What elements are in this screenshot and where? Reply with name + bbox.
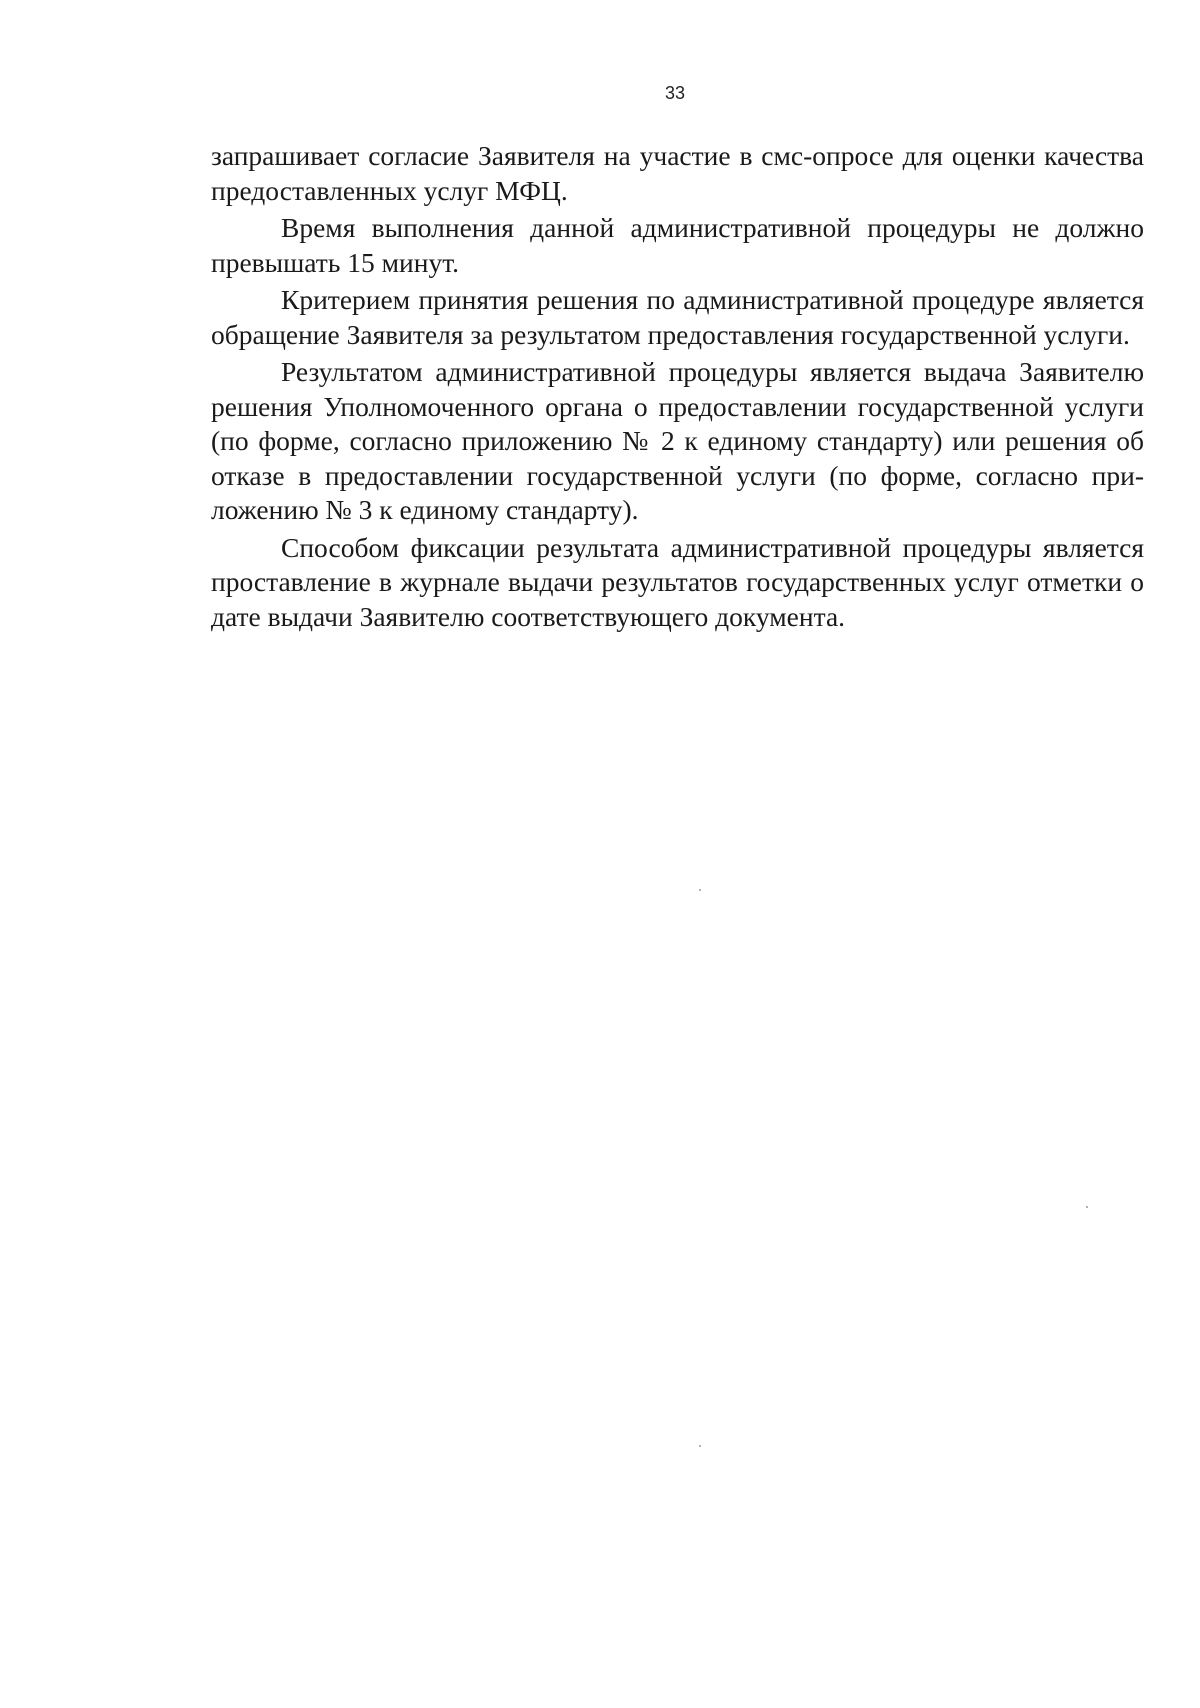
document-body (211, 139, 1144, 637)
paragraph-procedure-result: Результатом административной процедуры является выдача Заявителю решения Уполномоченного органа о предоставлении государственной услуги (по форме, согласно приложению № 2 к единому стандарту) или решения об отказе в предоставлении государственной услуги (по форме, согласно приложению № 3 к единому стандарту). (211, 356, 1144, 525)
paragraph-result-recording: Способом фиксации результата административной процедуры является проставление в журнале выдачи результатов государственных услуг отметки о дате выдачи Заявителю соответствующего документа. (211, 531, 1144, 632)
scan-speck (699, 889, 701, 891)
scan-speck (1086, 1206, 1088, 1208)
page-number: 33 (664, 83, 686, 103)
scan-speck (699, 1445, 701, 1447)
paragraph-decision-criterion: Критерием принятия решения по административной процедуре является обращение Заявителя за результатом предоставления государственной услуги. (211, 284, 1144, 350)
paragraph-procedure-time: Время выполнения данной административной процедуры не должно превышать 15 минут. (211, 212, 1144, 278)
paragraph-sms-survey-consent: запрашивает согласие Заявителя на участие в смс-опросе для оценки качества предоставленных услуг МФЦ. (211, 140, 1144, 206)
